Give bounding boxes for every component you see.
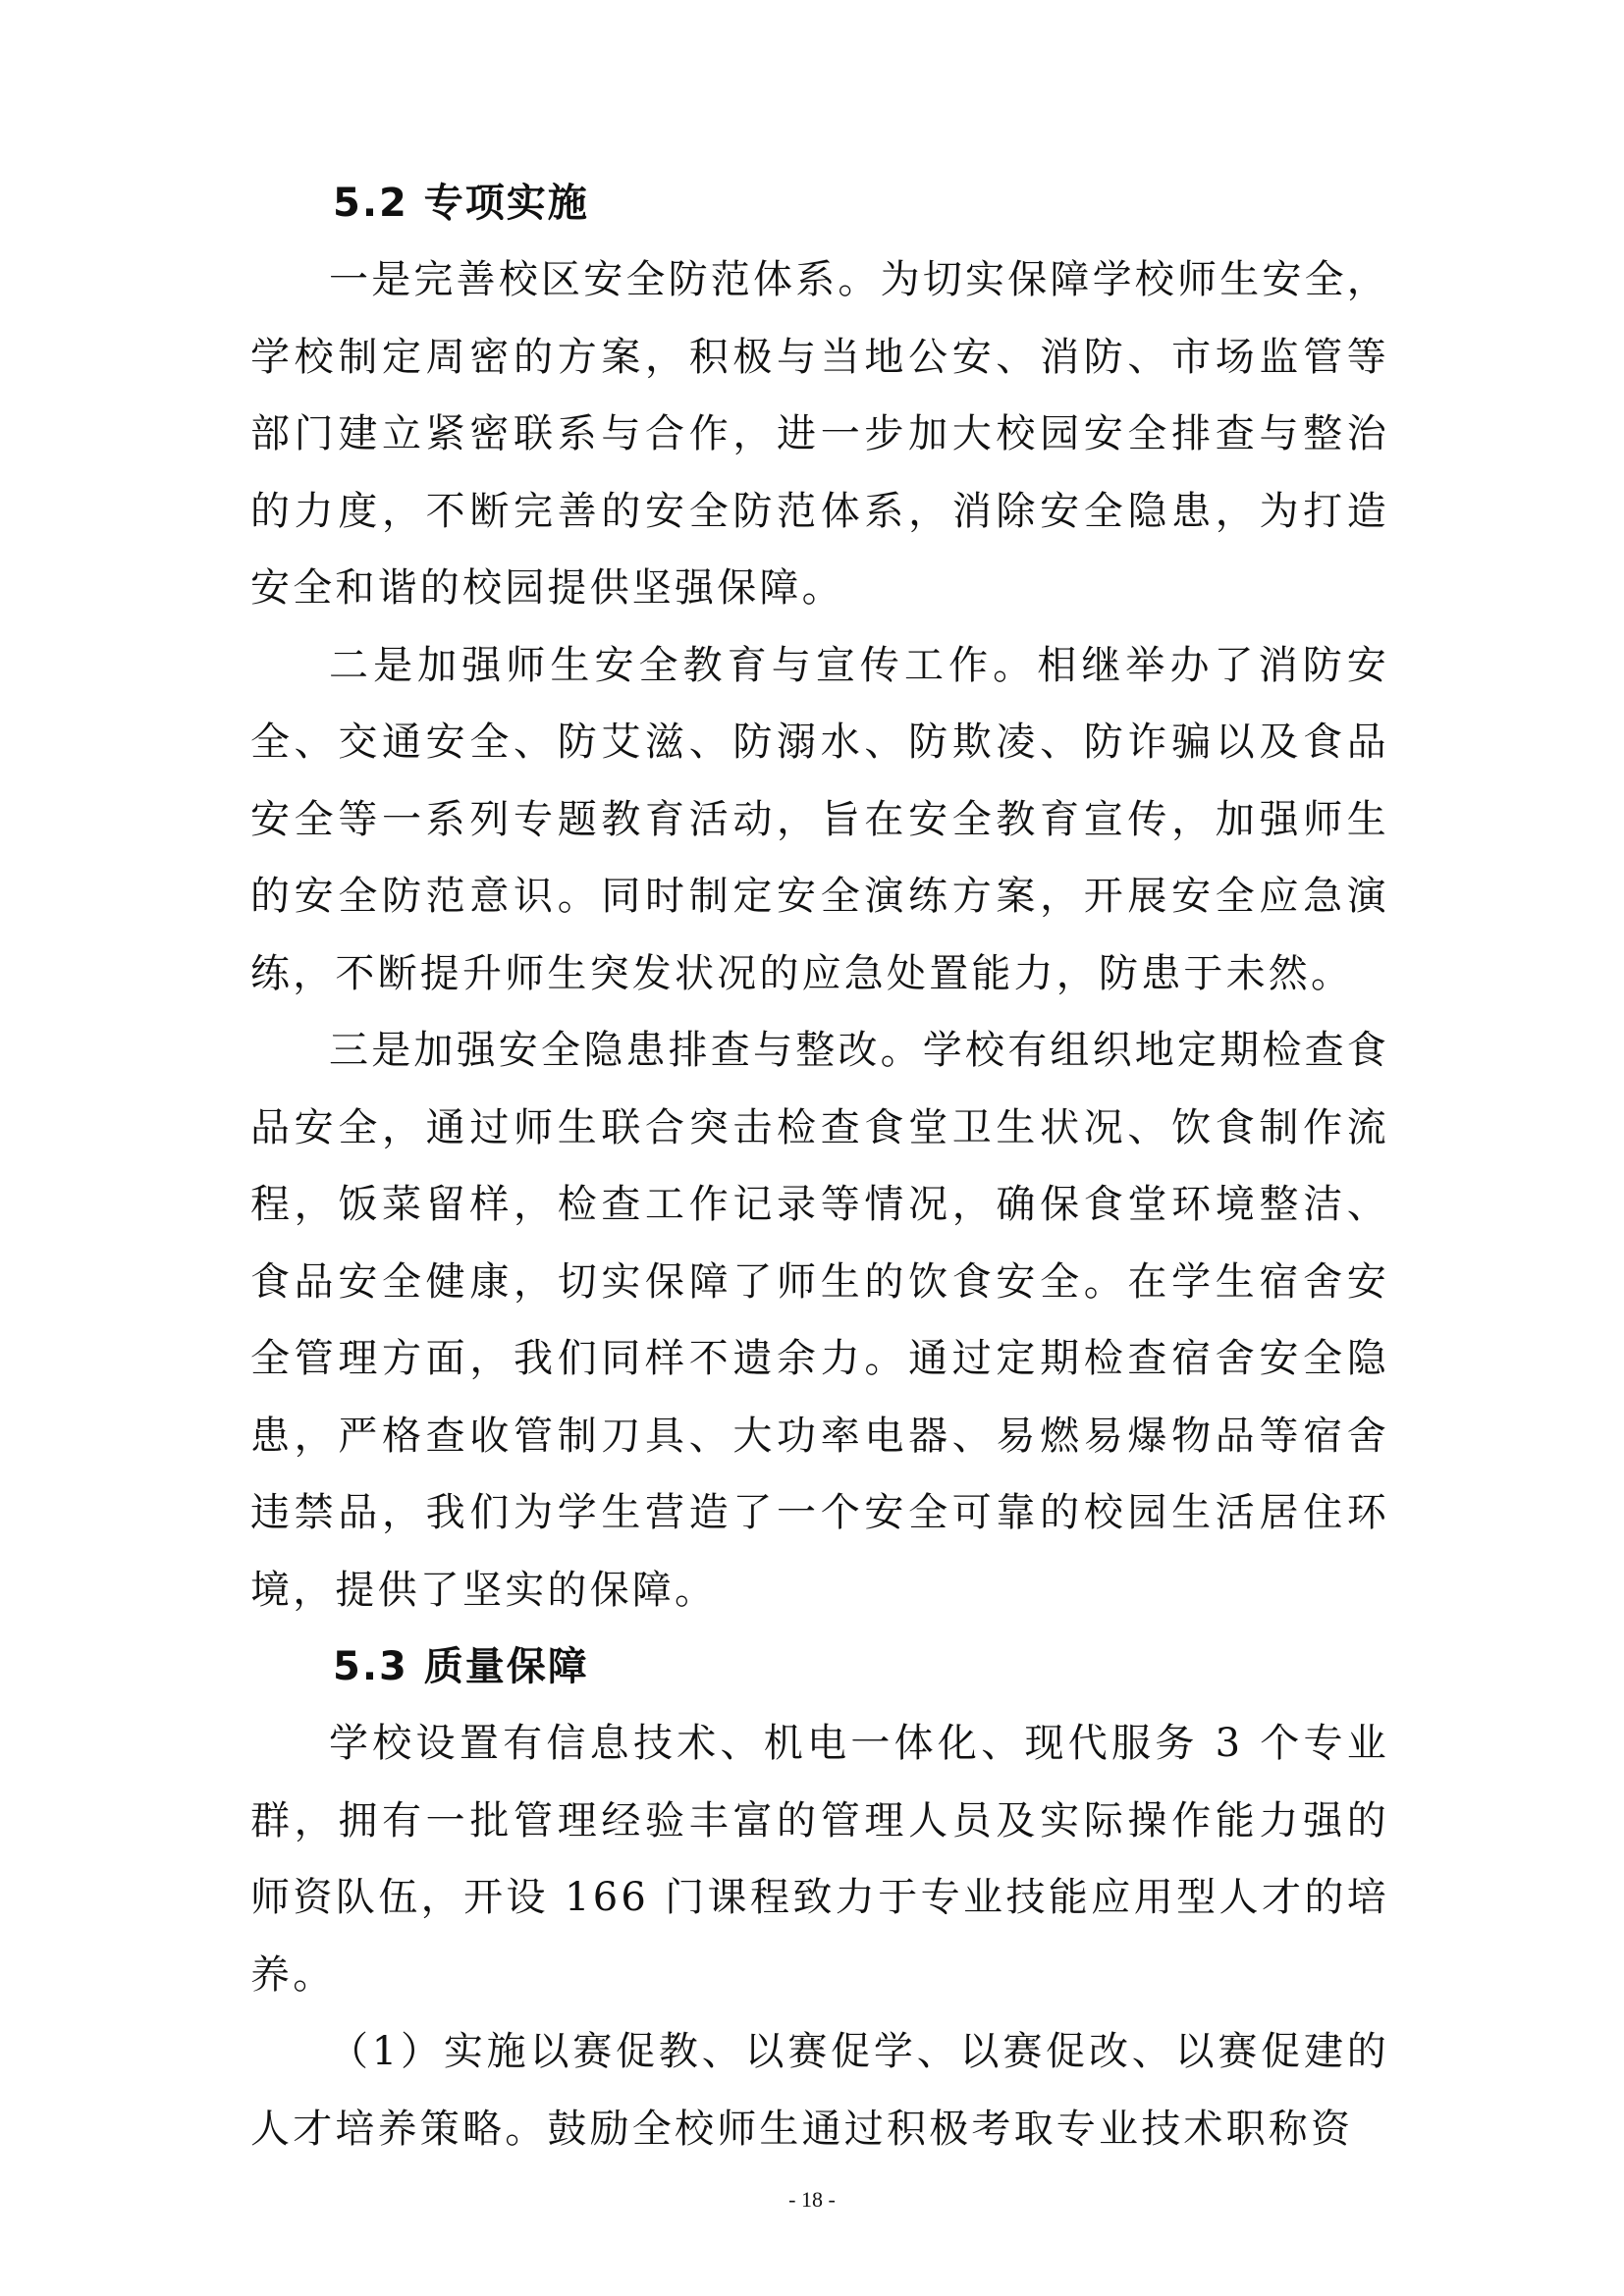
- paragraph: 三是加强安全隐患排查与整改。学校有组织地定期检查食品安全，通过师生联合突击检查食堂卫生状况、饮食制作流程，饭菜留样，检查工作记录等情况，确保食堂环境整洁、食品安全健康，切实保障了师生的饮食安全。在学生宿舍安全管理方面，我们同样不遗余力。通过定期检查宿舍安全隐患，严格查收管制刀具、大功率电器、易燃易爆物品等宿舍违禁品，我们为学生营造了一个安全可靠的校园生活居住环境，提供了坚实的保障。: [250, 1028, 1389, 1613]
- paragraph: （1）实施以赛促教、以赛促学、以赛促改、以赛促建的人才培养策略。鼓励全校师生通过积极考取专业技术职称资: [250, 2029, 1389, 2152]
- page-body: [250, 165, 1389, 2167]
- page-number: - 18 -: [788, 2187, 836, 2212]
- paragraph: 学校设置有信息技术、机电一体化、现代服务 3 个专业群，拥有一批管理经验丰富的管理人员及实际操作能力强的师资队伍，开设 166 门课程致力于专业技能应用型人才的培养。: [250, 1721, 1389, 1998]
- paragraph: 二是加强师生安全教育与宣传工作。相继举办了消防安全、交通安全、防艾滋、防溺水、防欺凌、防诈骗以及食品安全等一系列专题教育活动，旨在安全教育宣传，加强师生的安全防范意识。同时制定安全演练方案，开展安全应急演练，不断提升师生突发状况的应急处置能力，防患于未然。: [250, 642, 1389, 996]
- section-heading-5-3: 5.3 质量保障: [333, 1644, 589, 1689]
- section-heading-5-2: 5.2 专项实施: [333, 181, 589, 226]
- paragraph: 一是完善校区安全防范体系。为切实保障学校师生安全，学校制定周密的方案，积极与当地公安、消防、市场监管等部门建立紧密联系与合作，进一步加大校园安全排查与整治的力度，不断完善的安全防范体系，消除安全隐患，为打造安全和谐的校园提供坚强保障。: [250, 257, 1389, 611]
